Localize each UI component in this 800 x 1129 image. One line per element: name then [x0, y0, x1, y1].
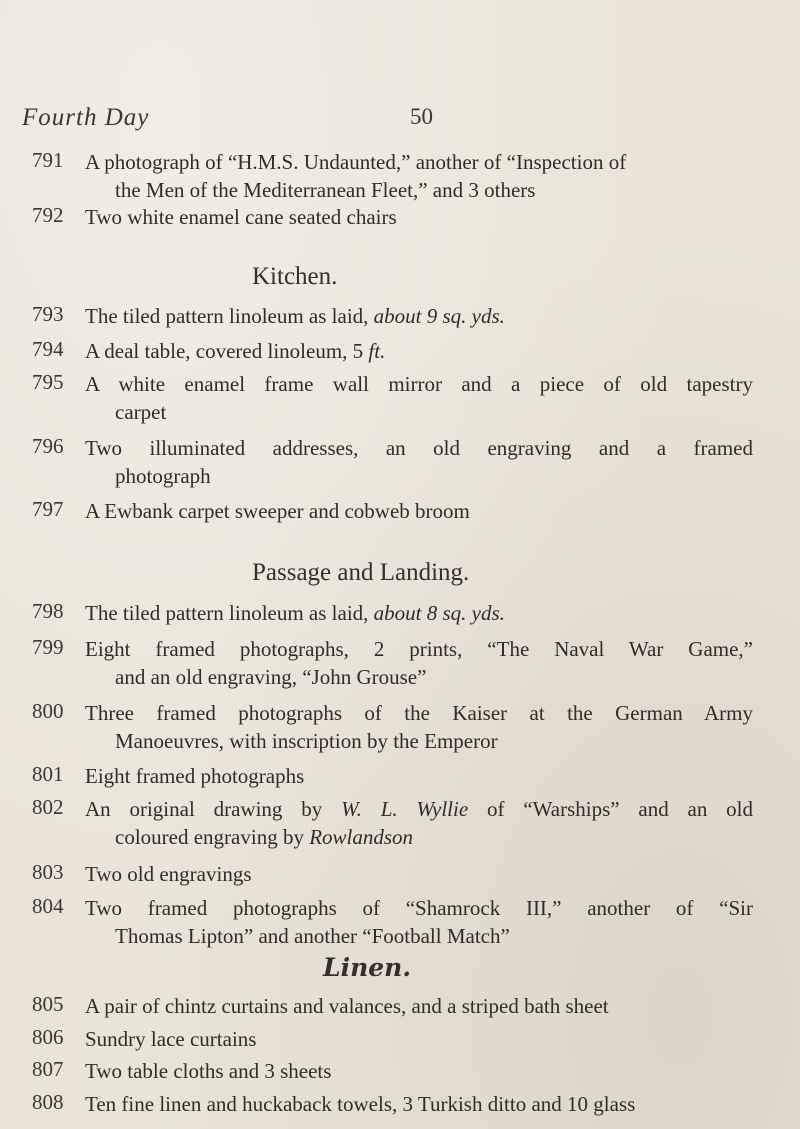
lot-description [85, 1090, 753, 1118]
lot-description [85, 699, 753, 755]
lot-line-continued: and an old engraving, “John Grouse” [115, 665, 427, 689]
lot-number: 807 [32, 1057, 64, 1081]
section-heading-linen: Linen. [323, 953, 412, 982]
lot-number: 800 [32, 699, 64, 723]
lot-number: 803 [32, 860, 64, 884]
artist-name: W. L. Wyllie [341, 797, 469, 821]
lot-text-italic: ft. [368, 339, 386, 363]
section-heading-passage: Passage and Landing. [252, 559, 470, 586]
lot-text-italic: about 8 sq. yds. [373, 601, 505, 625]
lot-line: Eight framed photographs, 2 prints, “The Naval War Game,” [85, 637, 753, 661]
lot-number: 795 [32, 370, 64, 394]
lot-number: 806 [32, 1025, 64, 1049]
lot-text-italic: about 9 sq. yds. [373, 304, 505, 328]
artist-name: Rowlandson [309, 825, 414, 849]
lot-description [85, 434, 753, 490]
lot-number: 799 [32, 635, 64, 659]
lot-number: 797 [32, 497, 64, 521]
lot-description [85, 599, 753, 627]
lot-line-continued: carpet [115, 400, 167, 424]
lot-number: 793 [32, 302, 64, 326]
lot-line: A photograph of “H.M.S. Undaunted,” another of “Inspection of [85, 150, 627, 174]
lot-text: of “Warships” and an old [468, 797, 753, 821]
lot-description [85, 148, 753, 204]
day-title: Fourth Day [22, 104, 150, 131]
lot-line-continued: photograph [115, 464, 211, 488]
page-number: 50 [410, 104, 433, 129]
lot-description [85, 337, 753, 365]
lot-text: An original drawing by [85, 797, 342, 821]
lot-line-continued: Manoeuvres, with inscription by the Emperor [115, 729, 498, 753]
lot-description: A Ewbank carpet sweeper and cobweb broom [85, 499, 470, 523]
lot-number: 796 [32, 434, 64, 458]
lot-line: Two illuminated addresses, an old engraving and a framed [85, 436, 753, 460]
lot-line: Three framed photographs of the Kaiser at the German Army [85, 701, 753, 725]
lot-text: The tiled pattern linoleum as laid, [85, 601, 374, 625]
lot-number: 802 [32, 795, 64, 819]
lot-description: Eight framed photographs [85, 764, 305, 788]
lot-line: A white enamel frame wall mirror and a piece of old tapestry [85, 372, 753, 396]
lot-description [85, 302, 753, 330]
lot-line-continued: the Men of the Mediterranean Fleet,” and 3 others [115, 178, 536, 202]
lot-line [85, 795, 753, 823]
lot-number: 791 [32, 148, 64, 172]
lot-line-continued: Thomas Lipton” and another “Football Match” [115, 924, 510, 948]
lot-line: Two framed photographs of “Shamrock III,” another of “Sir [85, 896, 753, 920]
lot-description: Two table cloths and 3 sheets [85, 1059, 332, 1083]
lot-description: Sundry lace curtains [85, 1027, 257, 1051]
page-header [22, 104, 782, 138]
lot-number: 792 [32, 203, 64, 227]
lot-description: Two white enamel cane seated chairs [85, 205, 397, 229]
lot-line-continued [85, 823, 753, 851]
lot-line: Ten fine linen and huckaback towels, 3 Turkish ditto and 10 glass [85, 1092, 636, 1116]
lot-description [85, 894, 753, 950]
lot-description: A pair of chintz curtains and valances, and a striped bath sheet [85, 994, 609, 1018]
lot-number: 794 [32, 337, 64, 361]
lot-number: 805 [32, 992, 64, 1016]
lot-number: 801 [32, 762, 64, 786]
lot-text: coloured engraving by [115, 825, 310, 849]
lot-description [85, 370, 753, 426]
lot-number: 804 [32, 894, 64, 918]
lot-description [85, 795, 753, 851]
lot-number: 808 [32, 1090, 64, 1114]
section-heading-kitchen: Kitchen. [252, 263, 338, 290]
lot-description: Two old engravings [85, 862, 252, 886]
lot-description [85, 635, 753, 691]
lot-number: 798 [32, 599, 64, 623]
lot-text: A deal table, covered linoleum, 5 [85, 339, 369, 363]
lot-text: The tiled pattern linoleum as laid, [85, 304, 374, 328]
